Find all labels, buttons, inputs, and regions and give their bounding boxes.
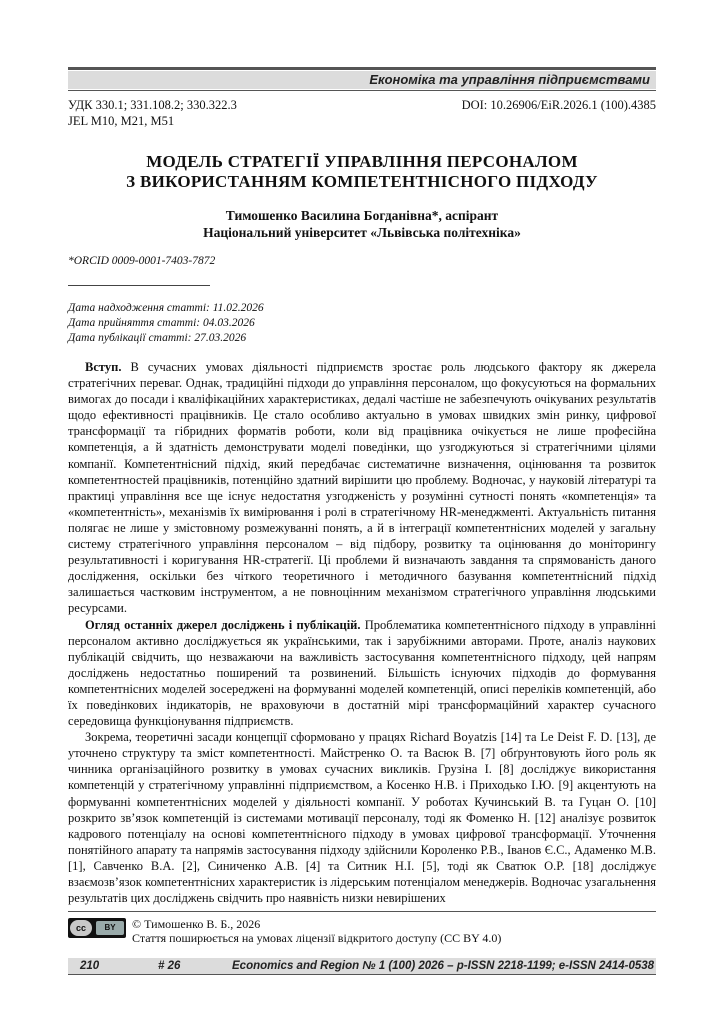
article-dates <box>68 301 264 346</box>
jel-code: JEL M10, M21, M51 <box>68 114 175 128</box>
section-heading-introduction: Вступ. <box>85 360 122 374</box>
page-number: 210 <box>80 960 100 972</box>
journal-citation: Economics and Region № 1 (100) 2026 – p-ISSN 2218-1199; e-ISSN 2414-0538 <box>232 960 655 972</box>
cc-logo-icon: cc <box>70 920 92 936</box>
header-rule-top <box>68 67 656 70</box>
author-affiliation: Національний університет «Львівська політехніка» <box>203 225 521 240</box>
article-body <box>68 359 656 906</box>
cc-by-license-icon[interactable] <box>68 918 126 938</box>
by-attribution-icon: BY <box>96 921 124 935</box>
article-title-line-1: МОДЕЛЬ СТРАТЕГІЇ УПРАВЛІННЯ ПЕРСОНАЛОМ <box>146 152 578 171</box>
license-rule <box>68 911 656 912</box>
section-heading-literature-review: Огляд останніх джерел досліджень і публікацій. <box>85 617 361 632</box>
footnote-rule <box>68 285 210 286</box>
paragraph-text: В сучасних умовах діяльності підприємств зростає роль людського фактору як джерела стратегічних переваг. Однак, традиційні підходи до управління персоналом, що фокусуються на формальних вимогах до посади і кваліфікаційних характеристиках, дедалі частіше не забезпечують очікуваних результатів щодо ефективності працівників. Це стало особливо актуально в умовах швидких змін ринку, цифрової трансформації та гібридних форматів роботи, коли від працівника очікується не лише професійна компетенція, а й здатність демонструвати моделі поведінки, що узгоджуються зі стратегічними цілями компанії. Компетентнісний підхід, який передбачає систематичне визначення, оцінювання та розвиток компетентностей працівників, потенційно здатний вирішити цю проблему. Водночас, у науковій літературі та практиці управління все ще існує недостатня узгодженість у розумінні сутності понять «компетенція» та «компетентність», механізмів їх вимірювання і ролі в стратегічному HR-менеджменті. Актуальність питання полягає не лише у змістовному розмежуванні понять, а й в інтеграції компетентнісних моделей у загальну систему стратегічного управління персоналом – від підбору, розвитку та оцінювання до моніторингу результативності і коригування HR-стратегії. Ці проблеми й визначають завдання та спрямованість даного дослідження, оскільки без чіткого теоретичного і методичного базування компетентнісний підхід залишається частковим інструментом, а не повноцінним механізмом стратегічного управління людськими ресурсами. <box>68 360 656 616</box>
paragraph-introduction <box>68 359 656 617</box>
article-title-line-2: З ВИКОРИСТАННЯМ КОМПЕТЕНТНІСНОГО ПІДХОДУ <box>126 172 598 191</box>
license-block <box>132 917 501 945</box>
copyright-notice: © Тимошенко В. Б., 2026 <box>132 917 261 931</box>
date-received: Дата надходження статті: 11.02.2026 <box>68 302 264 314</box>
paragraph-text: Проблематика компетентнісного підходу в управлінні персоналом активно досліджується як українськими, так і зарубіжними авторами. Проте, аналіз наукових публікацій свідчить, що незважаючи на важливість застосування компетентнісного підходу, цей напрям досліджень недостатньо поширений та розвинений. Більшість існуючих підходів до формування компетентнісних моделей зосереджені на формуванні моделей компетенцій, описі переліків компетенцій, або їх поведінкових індикаторів, не враховуючи в достатній мірі трансформаційний характер сучасного середовища функціонування підприємств. <box>68 617 656 729</box>
orcid-id: *ORCID 0009-0001-7403-7872 <box>68 255 216 267</box>
issue-number: # 26 <box>158 960 181 972</box>
footer-rule <box>68 974 656 975</box>
author-name: Тимошенко Василина Богданівна*, аспірант <box>225 208 499 223</box>
date-published: Дата публікації статті: 27.03.2026 <box>68 332 247 344</box>
date-accepted: Дата прийняття статті: 04.03.2026 <box>68 317 255 329</box>
license-statement: Стаття поширюється на умовах ліцензії відкритого доступу (CC BY 4.0) <box>132 931 502 945</box>
doi: DOI: 10.26906/EiR.2026.1 (100).4385 <box>461 98 656 112</box>
journal-section-header: Економіка та управління підприємствами <box>369 72 650 87</box>
paragraph-literature-review <box>68 617 656 730</box>
paragraph-theoretical-basis: Зокрема, теоретичні засади концепції сформовано у працях Richard Boyatzis [14] та Le Deist F. D. [13], де уточнено структуру та зміст компетентності. Майстренко О. та Васюк В. [7] обґрунтовують його роль як чинника організаційного розвитку в умовах сучасних викликів. Грузіна І. [8] досліджує використання компетенцій у стратегічному управлінні підприємством, а Косенко Н.В. і Приходько І.Ю. [9] акцентують на формуванні компетентнісних моделей у діяльності компанії. У роботах Кучинський В. та Гуцан О. [10] розкрито зв’язок компетенцій із системами мотивації персоналу, тоді як Фоменко Н. [12] аналізує розвиток кадрового потенціалу на основі компетентнісного підходу в умовах цифрової трансформації. Уточнення понятійного апарату та напрямів застосування підходу здійснили Короленко Р.В., Іванов Є.С., Адаменко М.В. [1], Савченко В.А. [2], Синиченко А.В. [4] та Ситник Н.І. [5], тоді як Сватюк О.Р. [18] досліджує взаємозв’язок компетентнісних характеристик із лідерським потенціалом менеджерів. Водночас узагальнення результатів цих досліджень свідчить про наявність низки невирішених <box>68 730 656 906</box>
header-rule-bottom <box>68 90 656 91</box>
udk-code: УДК 330.1; 331.108.2; 330.322.3 <box>68 98 237 112</box>
